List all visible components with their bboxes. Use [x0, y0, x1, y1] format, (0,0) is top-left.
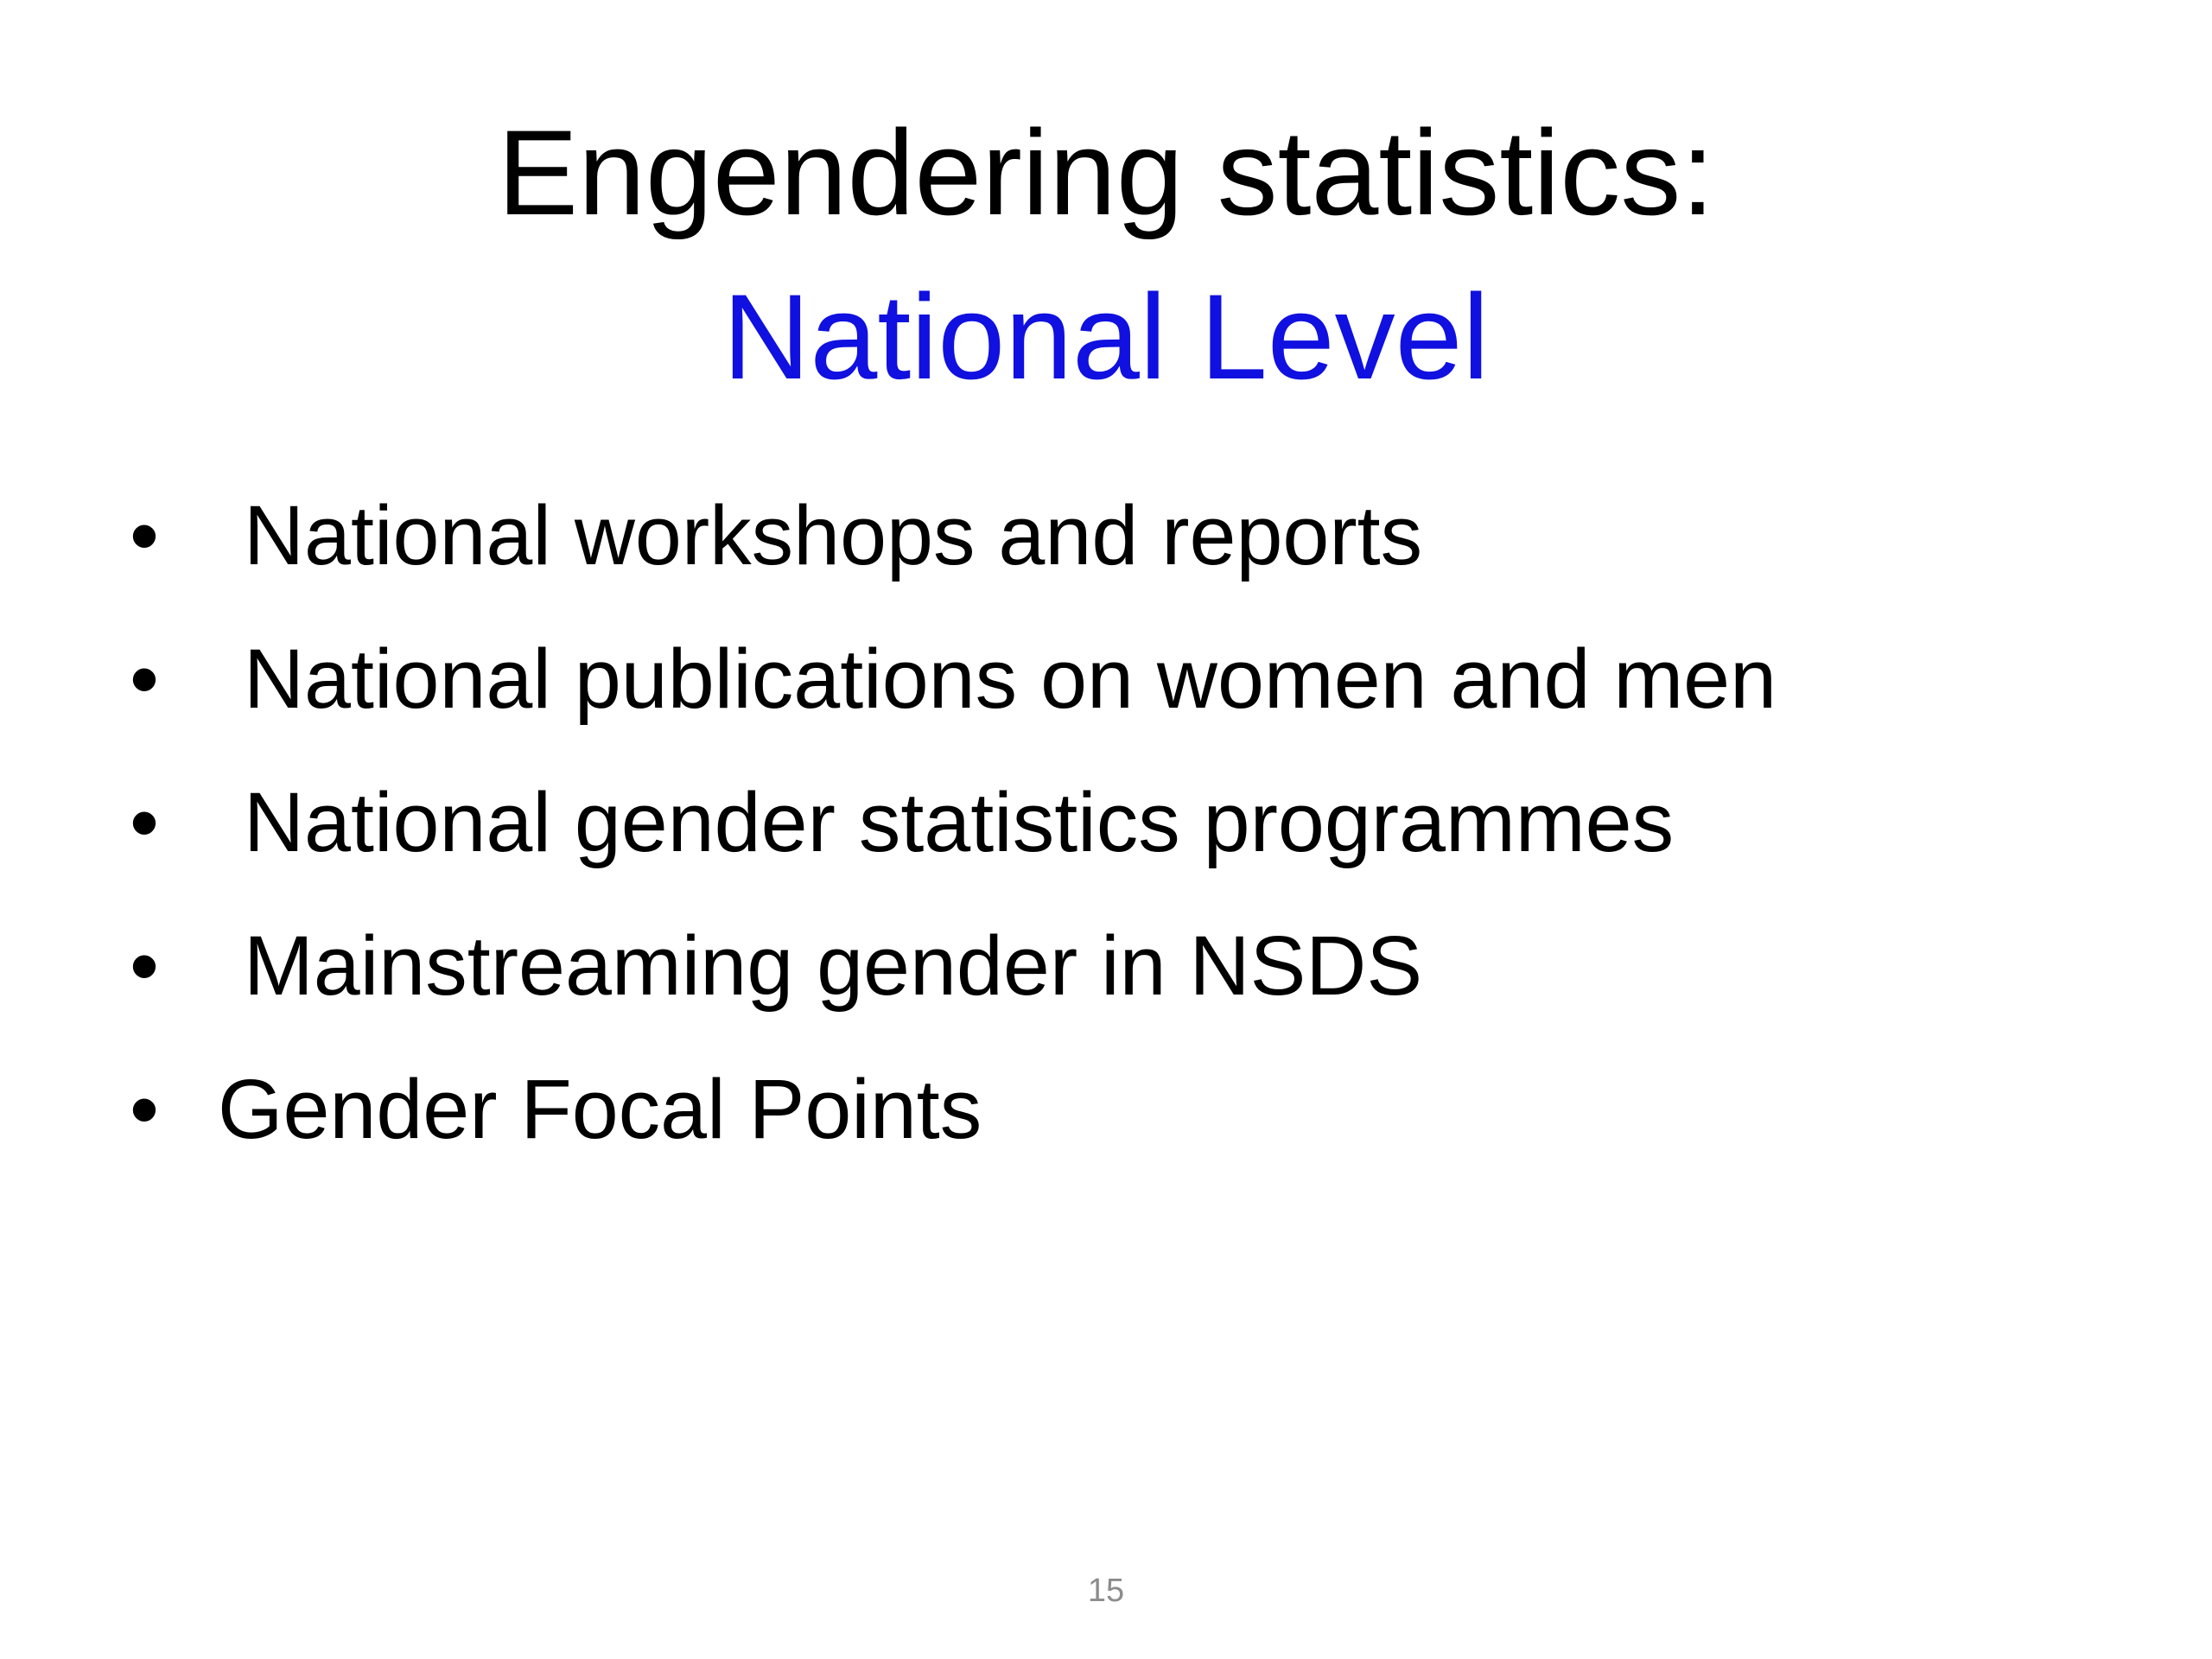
page-number: 15	[1087, 1573, 1125, 1609]
bullet-icon: •	[130, 1062, 159, 1156]
bullet-text: Gender Focal Points	[218, 1062, 982, 1156]
bullet-icon: •	[130, 775, 159, 869]
bullet-icon: •	[130, 918, 159, 1013]
slide-title: Engendering statistics:	[497, 105, 1715, 240]
bullet-icon: •	[130, 632, 159, 726]
slide-subtitle: National Level	[722, 269, 1490, 404]
bullet-text: National workshops and reports	[244, 488, 1423, 582]
bullet-text: Mainstreaming gender in NSDS	[244, 918, 1423, 1013]
bullet-text: National publications on women and men	[244, 632, 1777, 726]
bullet-text: National gender statistics programmes	[244, 775, 1675, 869]
bullet-icon: •	[130, 488, 159, 582]
